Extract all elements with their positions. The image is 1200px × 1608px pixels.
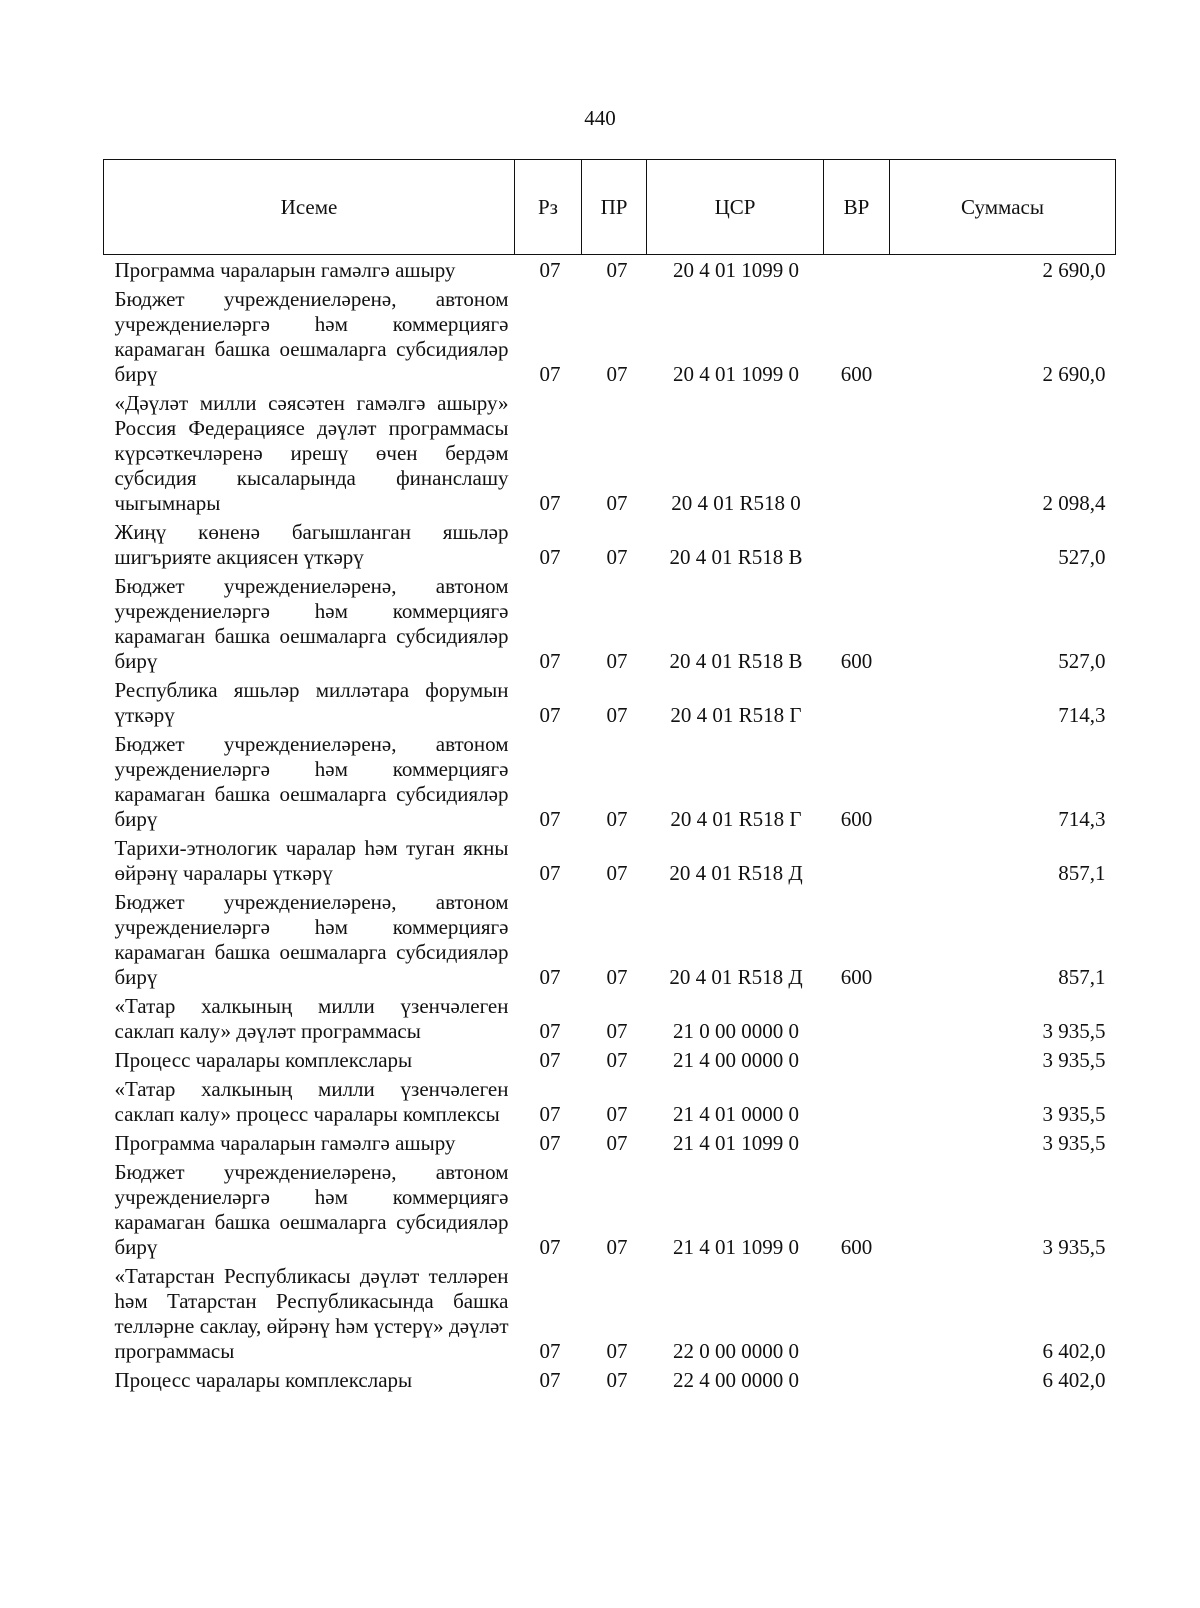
row-rz-cell: 07: [539, 1339, 561, 1363]
table-row: [104, 1131, 1116, 1160]
row-pr-cell: 07: [606, 965, 628, 989]
row-rz-cell: 07: [539, 1368, 561, 1392]
row-pr-cell: 07: [606, 1019, 628, 1043]
row-rz-cell: 07: [539, 649, 561, 673]
table-body: [104, 255, 1116, 1398]
row-csr-cell: 20 4 01 R518 Г: [670, 703, 802, 727]
row-pr-cell: 07: [606, 861, 628, 885]
row-vr-cell: [824, 255, 890, 288]
row-name-cell: Бюджет учреждениеләренә, автоном учреждениеләргә һәм коммерциягә карамаган башка оешмаларга субсидияләр бирү: [114, 732, 509, 831]
header-row: [104, 160, 1116, 255]
header-csr: ЦСР: [647, 160, 824, 255]
row-vr-cell: [824, 1077, 890, 1131]
row-name-cell: Процесс чаралары комплекслары: [114, 1048, 413, 1072]
row-csr-cell: 20 4 01 1099 0: [673, 362, 799, 386]
row-csr-cell: 20 4 01 R518 Д: [669, 861, 803, 885]
row-vr-cell: 600: [840, 807, 873, 831]
row-csr-cell: 20 4 01 R518 0: [671, 491, 801, 515]
table-row: [104, 994, 1116, 1048]
table-row: [104, 1264, 1116, 1368]
row-rz-cell: 07: [539, 1235, 561, 1259]
row-rz-cell: 07: [539, 1102, 561, 1126]
row-sum-cell: 527,0: [1058, 545, 1106, 569]
row-name-cell: «Татар халкының милли үзенчәлеген саклап калу» процесс чаралары комплексы: [114, 1077, 509, 1126]
row-pr-cell: 07: [606, 807, 628, 831]
row-pr-cell: 07: [606, 491, 628, 515]
row-name-cell: Бюджет учреждениеләренә, автоном учреждениеләргә һәм коммерциягә карамаган башка оешмаларга субсидияләр бирү: [114, 574, 509, 673]
table-header: [104, 160, 1116, 255]
header-vr: ВР: [824, 160, 890, 255]
row-pr-cell: 07: [606, 362, 628, 386]
table-row: [104, 678, 1116, 732]
table-row: [104, 287, 1116, 391]
row-vr-cell: [824, 836, 890, 890]
header-name: Исеме: [104, 160, 515, 255]
row-name-cell: Жиңү көненә багышланган яшьләр шигърияте акциясен үткәрү: [114, 520, 509, 569]
row-vr-cell: [824, 1048, 890, 1077]
row-csr-cell: 20 4 01 1099 0: [673, 258, 799, 282]
row-pr-cell: 07: [606, 1102, 628, 1126]
table-row: [104, 732, 1116, 836]
row-vr-cell: [824, 1264, 890, 1368]
row-rz-cell: 07: [539, 545, 561, 569]
row-csr-cell: 20 4 01 R518 Г: [670, 807, 802, 831]
row-csr-cell: 20 4 01 R518 В: [669, 649, 803, 673]
row-csr-cell: 20 4 01 R518 В: [669, 545, 803, 569]
header-pr: ПР: [582, 160, 647, 255]
row-name-cell: Бюджет учреждениеләренә, автоном учреждениеләргә һәм коммерциягә карамаган башка оешмаларга субсидияләр бирү: [114, 287, 509, 386]
row-pr-cell: 07: [606, 1131, 628, 1155]
table-row: [104, 1368, 1116, 1397]
row-rz-cell: 07: [539, 1019, 561, 1043]
row-vr-cell: 600: [840, 362, 873, 386]
row-csr-cell: 22 0 00 0000 0: [673, 1339, 799, 1363]
row-name-cell: «Дәүләт милли сәясәтен гамәлгә ашыру» Россия Федерациясе дәүләт программасы күрсәткечләренә ирешү өчен бердәм субсидия кысаларында финанслашу чыгымнары: [114, 391, 509, 515]
row-rz-cell: 07: [539, 861, 561, 885]
row-csr-cell: 20 4 01 R518 Д: [669, 965, 803, 989]
row-rz-cell: 07: [539, 362, 561, 386]
row-sum-cell: 714,3: [1058, 703, 1106, 727]
row-sum-cell: 3 935,5: [1042, 1102, 1106, 1126]
table-row: [104, 574, 1116, 678]
row-vr-cell: [824, 678, 890, 732]
row-csr-cell: 21 4 01 1099 0: [673, 1131, 799, 1155]
row-name-cell: Процесс чаралары комплекслары: [114, 1368, 413, 1392]
table-row: [104, 391, 1116, 520]
page-number: 440: [584, 106, 616, 130]
row-rz-cell: 07: [539, 703, 561, 727]
table-row: [104, 1160, 1116, 1264]
row-vr-cell: 600: [840, 1235, 873, 1259]
row-pr-cell: 07: [606, 1048, 628, 1072]
row-sum-cell: 3 935,5: [1042, 1131, 1106, 1155]
row-pr-cell: 07: [606, 1235, 628, 1259]
row-name-cell: Программа чараларын гамәлгә ашыру: [114, 1131, 456, 1155]
row-pr-cell: 07: [606, 258, 628, 282]
row-vr-cell: 600: [840, 649, 873, 673]
row-sum-cell: 2 690,0: [1042, 258, 1106, 282]
row-name-cell: Программа чараларын гамәлгә ашыру: [114, 258, 456, 282]
row-sum-cell: 6 402,0: [1042, 1368, 1106, 1392]
row-sum-cell: 3 935,5: [1042, 1235, 1106, 1259]
row-vr-cell: [824, 1131, 890, 1160]
row-sum-cell: 2 690,0: [1042, 362, 1106, 386]
row-name-cell: Тарихи-этнологик чаралар һәм туган якны өйрәнү чаралары үткәрү: [114, 836, 509, 885]
row-csr-cell: 21 4 01 0000 0: [673, 1102, 799, 1126]
table-row: [104, 1048, 1116, 1077]
row-name-cell: Бюджет учреждениеләренә, автоном учреждениеләргә һәм коммерциягә карамаган башка оешмаларга субсидияләр бирү: [114, 1160, 509, 1259]
table-row: [104, 836, 1116, 890]
row-rz-cell: 07: [539, 807, 561, 831]
row-sum-cell: 3 935,5: [1042, 1048, 1106, 1072]
row-csr-cell: 22 4 00 0000 0: [673, 1368, 799, 1392]
row-rz-cell: 07: [539, 258, 561, 282]
row-name-cell: Республика яшьләр милләтара форумын үткәрү: [114, 678, 509, 727]
row-vr-cell: 600: [840, 965, 873, 989]
row-vr-cell: [824, 994, 890, 1048]
row-pr-cell: 07: [606, 703, 628, 727]
row-sum-cell: 3 935,5: [1042, 1019, 1106, 1043]
row-csr-cell: 21 0 00 0000 0: [673, 1019, 799, 1043]
row-name-cell: Бюджет учреждениеләренә, автоном учреждениеләргә һәм коммерциягә карамаган башка оешмаларга субсидияләр бирү: [114, 890, 509, 989]
table-row: [104, 255, 1116, 288]
budget-table-container: [103, 159, 1115, 1397]
row-name-cell: «Татарстан Республикасы дәүләт телләрен һәм Татарстан Республикасында башка телләрне саклау, өйрәнү һәм үстерү» дәүләт программасы: [114, 1264, 509, 1363]
row-name-cell: «Татар халкының милли үзенчәлеген саклап калу» дәүләт программасы: [114, 994, 509, 1043]
row-pr-cell: 07: [606, 1339, 628, 1363]
header-rz: Рз: [515, 160, 582, 255]
row-rz-cell: 07: [539, 1048, 561, 1072]
budget-table: [103, 159, 1116, 1397]
header-sum: Суммасы: [890, 160, 1116, 255]
row-vr-cell: [824, 391, 890, 520]
table-row: [104, 1077, 1116, 1131]
row-sum-cell: 2 098,4: [1042, 491, 1106, 515]
table-row: [104, 520, 1116, 574]
row-pr-cell: 07: [606, 1368, 628, 1392]
row-sum-cell: 527,0: [1058, 649, 1106, 673]
row-sum-cell: 6 402,0: [1042, 1339, 1106, 1363]
row-csr-cell: 21 4 00 0000 0: [673, 1048, 799, 1072]
table-row: [104, 890, 1116, 994]
row-csr-cell: 21 4 01 1099 0: [673, 1235, 799, 1259]
row-sum-cell: 714,3: [1058, 807, 1106, 831]
row-rz-cell: 07: [539, 965, 561, 989]
row-rz-cell: 07: [539, 1131, 561, 1155]
row-vr-cell: [824, 520, 890, 574]
row-vr-cell: [824, 1368, 890, 1397]
row-pr-cell: 07: [606, 545, 628, 569]
row-sum-cell: 857,1: [1058, 965, 1106, 989]
row-sum-cell: 857,1: [1058, 861, 1106, 885]
row-pr-cell: 07: [606, 649, 628, 673]
row-rz-cell: 07: [539, 491, 561, 515]
